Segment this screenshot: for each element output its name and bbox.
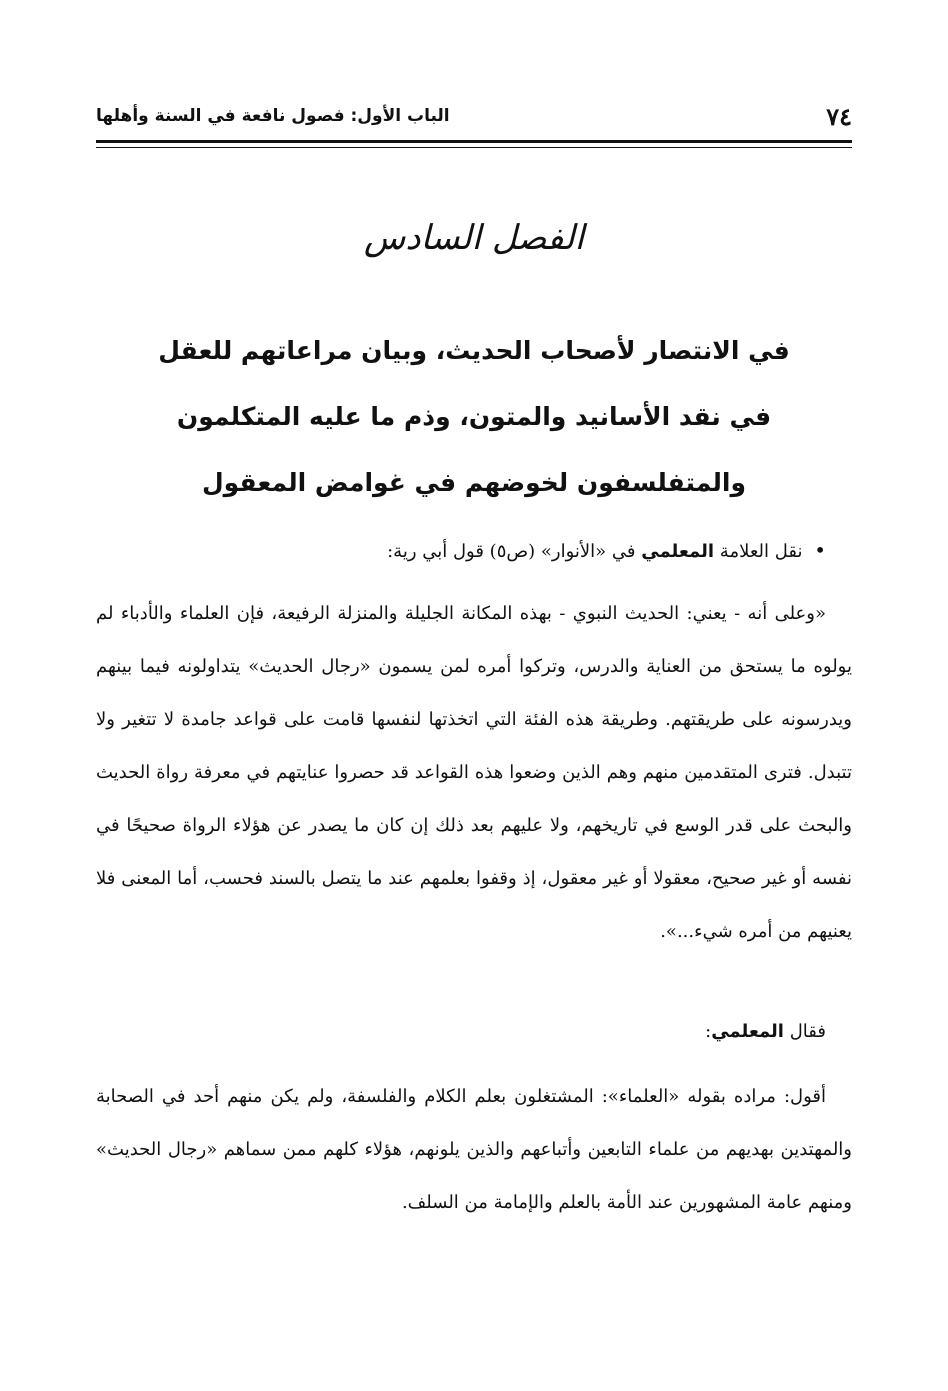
chapter-ornament-title: الفصل السادس [363, 218, 585, 258]
chapter-heading-line-1: في الانتصار لأصحاب الحديث، وبيان مراعاتهم للعقل [158, 336, 790, 365]
conclusion-paragraph: أقول: مراده بقوله «العلماء»: المشتغلون بعلم الكلام والفلسفة، ولم يكن منهم أحد في الصحابة والمهتدين بهديهم من علماء التابعين وأتباعهم والذين يلونهم، هؤلاء كلهم ممن سماهم «رجال الحديث» ومنهم عامة المشهورين عند الأمة بالعلم والإمامة من السلف. [96, 1086, 852, 1213]
reply-intro [96, 1005, 852, 1058]
running-title: الباب الأول: فصول نافعة في السنة وأهلها [96, 106, 450, 126]
quoted-paragraph: «وعلى أنه - يعني: الحديث النبوي - بهذه المكانة الجليلة والمنزلة الرفيعة، فإن العلماء والأدباء لم يولوه ما يستحق من العناية والدرس، وتركوا أمره لمن يسمون «رجال الحديث» يتداولونه فيما بينهم ويدرسونه على طريقتهم. وطريقة هذه الفئة التي اتخذتها لنفسها قامت على قواعد جامدة لا تتغير ولا تتبدل. فترى المتقدمين منهم وهم الذين وضعوا هذه القواعد قد حصروا عنايتهم في معرفة رواة الحديث والبحث على قدر الوسع في تاريخهم، ولا عليهم بعد ذلك إن كان ما يصدر عن هؤلاء الرواة صحيحًا في نفسه أو غير صحيح، معقولا أو غير معقول، إذ وقفوا بعلمهم عند ما يتصل بالسند فحسب، أما المعنى فلا يعنيهم من أمره شيء...». [96, 603, 852, 942]
intro-text-before: نقل العلامة [719, 541, 803, 562]
chapter-heading [120, 318, 828, 516]
header-rule-thin [96, 147, 852, 148]
page-number: ٧٤ [826, 101, 852, 131]
header-rule-thick [96, 140, 852, 143]
intro-paragraph [96, 524, 852, 578]
reply-intro-colon: : [705, 1021, 712, 1042]
running-header [96, 96, 852, 136]
intro-text-after: في «الأنوار» (ص٥) قول أبي رية: [387, 541, 636, 562]
chapter-heading-line-2: في نقد الأسانيد والمتون، وذم ما عليه المتكلمون [176, 402, 772, 431]
reply-intro-before: فقال [789, 1021, 826, 1042]
reply-author-name: المعلمي [711, 1021, 784, 1042]
author-name: المعلمي [641, 541, 715, 562]
chapter-heading-line-3: والمتفلسفون لخوضهم في غوامض المعقول [201, 468, 747, 497]
bullet-marker: • [814, 538, 826, 562]
